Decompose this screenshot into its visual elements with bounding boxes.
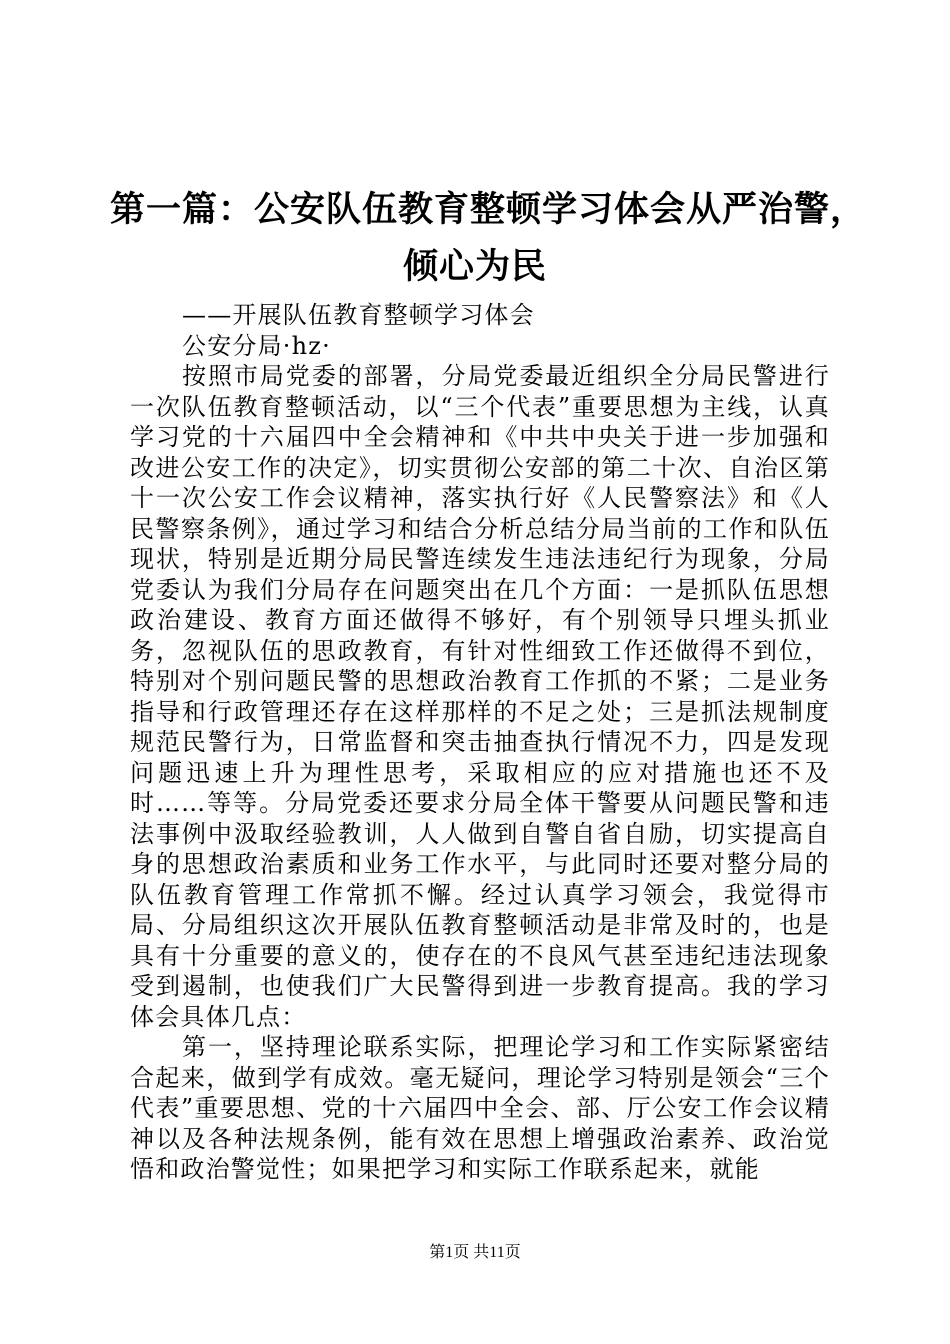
- document-subtitle: ——开展队伍教育整顿学习体会: [182, 301, 535, 329]
- body-paragraph-1: 按照市局党委的部署，分局党委最近组织全分局民警进行一次队伍教育整顿活动，以“三个代表”重要思想为主线，认真学习党的十六届四中全会精神和《中共中央关于进一步加强和改进公安工作的决定》，切实贯彻公安部的第二十次、自治区第十一次公安工作会议精神，落实执行好《人民警察法》和《人民警察条例》，通过学习和结合分析总结分局当前的工作和队伍现状，特别是近期分局民警连续发生违法违纪行为现象，分局党委认为我们分局存在问题突出在几个方面：一是抓队伍思想政治建设、教育方面还做得不够好，有个别领导只埋头抓业务，忽视队伍的思政教育，有针对性细致工作还做得不到位，特别对个别问题民警的思想政治教育工作抓的不紧；二是业务指导和行政管理还存在这样那样的不足之处；三是抓法规制度规范民警行为，日常监督和突击抽查执行情况不力，四是发现问题迅速上升为理性思考，采取相应的应对措施也还不及时……等等。分局党委还要求分局全体干警要从问题民警和违法事例中汲取经验教训，人人做到自警自省自励，切实提高自身的思想政治素质和业务工作水平，与此同时还要对整分局的队伍教育管理工作常抓不懈。经过认真学习领会，我觉得市局、分局组织这次开展队伍教育整顿活动是非常及时的，也是具有十分重要的意义的，使存在的不良风气甚至违纪违法现象受到遏制，也使我们广大民警得到进一步教育提高。我的学习体会具体几点：: [130, 362, 830, 1031]
- page-footer: 第1页 共11页: [429, 1244, 521, 1261]
- document-title-line-1: 第一篇：公安队伍教育整顿学习体会从严治警，: [110, 189, 867, 230]
- document-title-line-2: 倾心为民: [402, 246, 547, 287]
- document-author: 公安分局·hz·: [182, 331, 331, 360]
- body-paragraph-2: 第一，坚持理论联系实际，把理论学习和工作实际紧密结合起来，做到学有成效。毫无疑问，理论学习特别是领会“三个代表”重要思想、党的十六届四中全会、部、厅公安工作会议精神以及各种法规条例，能有效在思想上增强政治素养、政治觉悟和政治警觉性；如果把学习和实际工作联系起来，就能: [130, 1033, 830, 1183]
- document-body: [130, 300, 830, 1185]
